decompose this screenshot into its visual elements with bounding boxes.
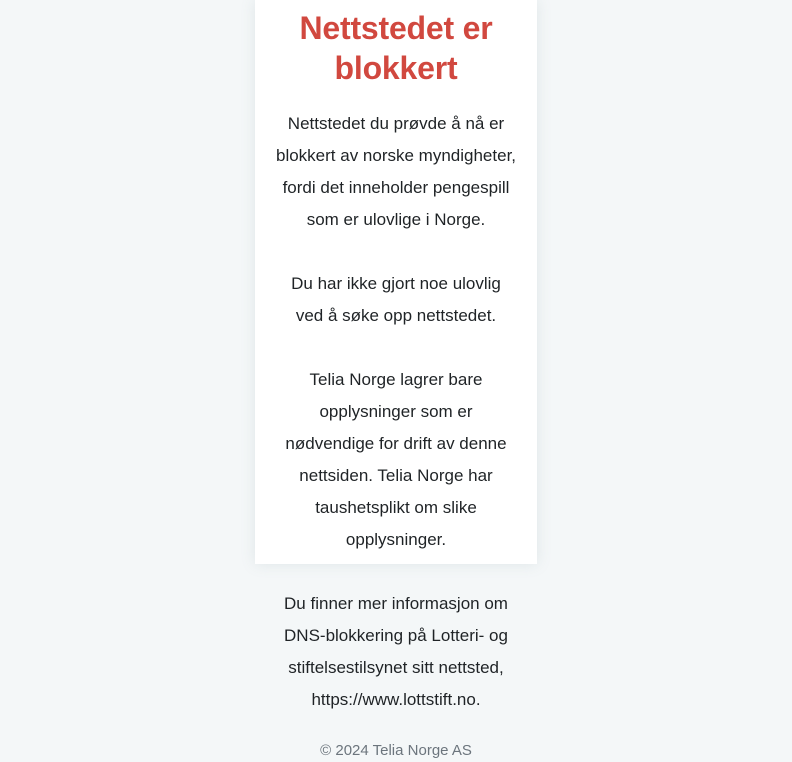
notice-paragraph-privacy: Telia Norge lagrer bare opplysninger som er nødvendige for drift av denne nettsiden. Telia Norge har taushetsplikt om slike opplysninger. <box>285 370 507 549</box>
notice-paragraph-more-info: Du finner mer informasjon om DNS-blokkering på Lotteri- og stiftelsestilsynet sitt nettsted, https://www.lottstift.no. <box>284 594 508 709</box>
notice-paragraph-reassurance: Du har ikke gjort noe ulovlig ved å søke opp nettstedet. <box>291 274 501 325</box>
block-notice-card <box>255 0 537 759</box>
page-title: Nettstedet er blokkert <box>299 10 493 86</box>
copyright-footer: © 2024 Telia Norge AS <box>320 742 472 759</box>
notice-paragraph-reason: Nettstedet du prøvde å nå er blokkert av norske myndigheter, fordi det inneholder pengespill som er ulovlige i Norge. <box>276 114 517 229</box>
notice-body <box>276 108 516 716</box>
